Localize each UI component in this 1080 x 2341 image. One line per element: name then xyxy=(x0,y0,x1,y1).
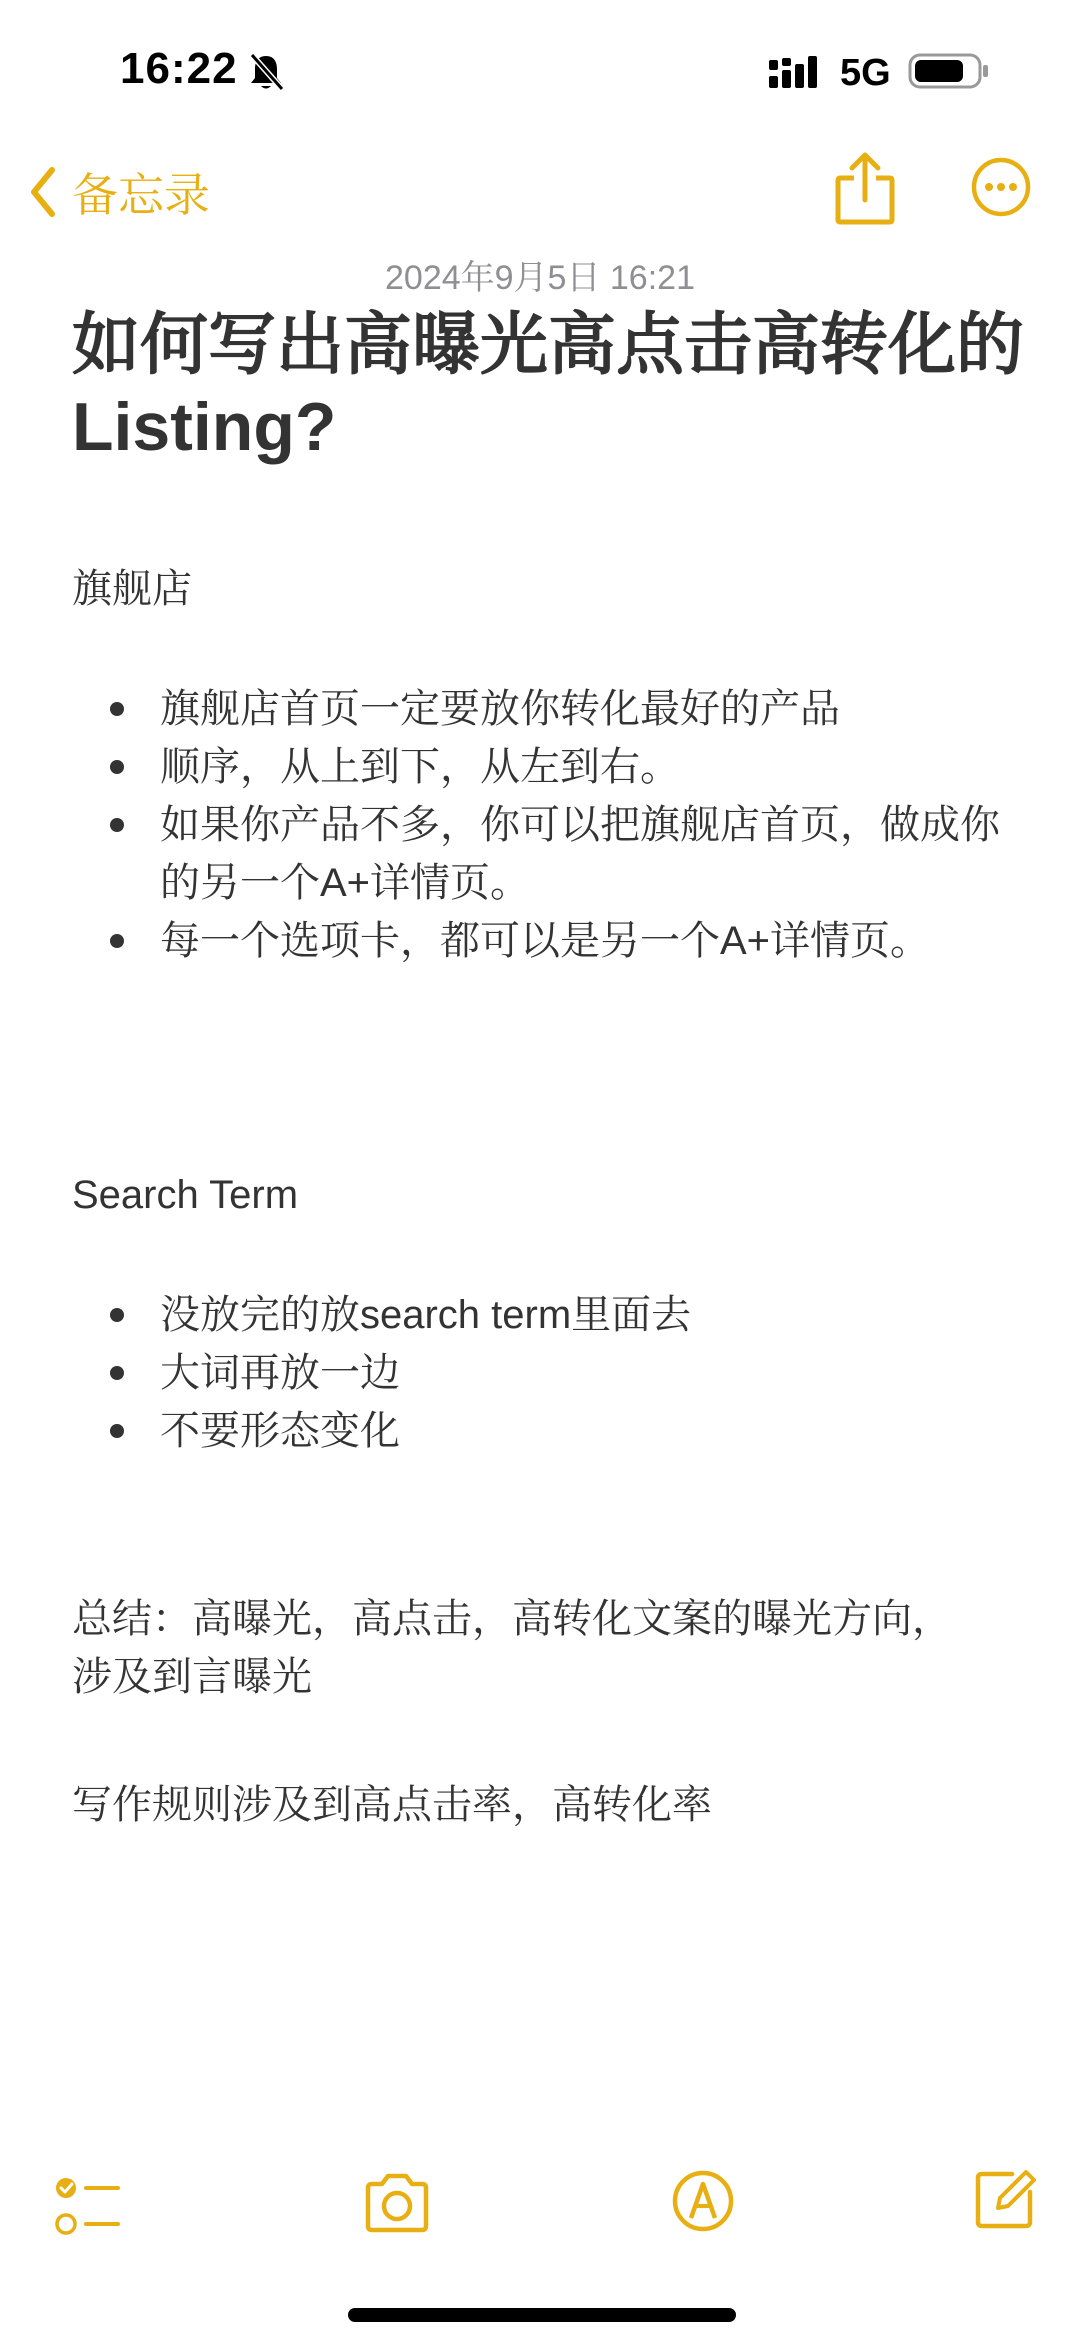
status-bar xyxy=(0,0,1080,140)
status-time: 16:22 xyxy=(120,44,238,93)
summary-text[interactable]: 总结：高曝光，高点击，高转化文案的曝光方向，涉及到言曝光 xyxy=(72,1597,952,1699)
list-item[interactable]: 不要形态变化 xyxy=(72,1402,1022,1460)
rule-text[interactable]: 写作规则涉及到高点击率，高转化率 xyxy=(72,1783,712,1827)
compose-icon[interactable] xyxy=(972,2166,1038,2232)
share-icon[interactable] xyxy=(832,150,898,226)
home-indicator[interactable] xyxy=(348,2308,736,2322)
back-label: 备忘录 xyxy=(72,169,210,221)
bullet-list xyxy=(72,680,1022,970)
list-item[interactable]: 没放完的放search term里面去 xyxy=(72,1286,1022,1344)
section-heading[interactable]: 旗舰店 xyxy=(72,567,192,611)
camera-icon[interactable] xyxy=(362,2170,432,2236)
signal-icon xyxy=(767,52,827,92)
more-icon[interactable] xyxy=(970,156,1032,218)
network-label: 5G xyxy=(840,52,891,94)
list-item[interactable]: 顺序，从上到下，从左到右。 xyxy=(72,738,1022,796)
list-item[interactable]: 如果你产品不多，你可以把旗舰店首页，做成你的另一个A+详情页。 xyxy=(72,796,1022,912)
bell-slash-icon xyxy=(247,52,285,92)
bullet-list xyxy=(72,1286,1022,1460)
bottom-toolbar xyxy=(0,2160,1080,2260)
nav-bar xyxy=(0,150,1080,230)
markup-icon[interactable] xyxy=(670,2168,736,2234)
list-item[interactable]: 旗舰店首页一定要放你转化最好的产品 xyxy=(72,680,1022,738)
battery-icon xyxy=(908,52,992,90)
chevron-left-icon xyxy=(28,166,58,218)
list-item[interactable]: 大词再放一边 xyxy=(72,1344,1022,1402)
back-button[interactable] xyxy=(28,162,210,222)
list-item[interactable]: 每一个选项卡，都可以是另一个A+详情页。 xyxy=(72,912,1022,970)
checklist-icon[interactable] xyxy=(52,2174,124,2242)
note-title[interactable]: 如何写出高曝光高点击高转化的Listing? xyxy=(72,307,1025,465)
section-heading[interactable]: Search Term xyxy=(72,1173,299,1217)
note-date: 2024年9月5日 16:21 xyxy=(385,259,695,297)
